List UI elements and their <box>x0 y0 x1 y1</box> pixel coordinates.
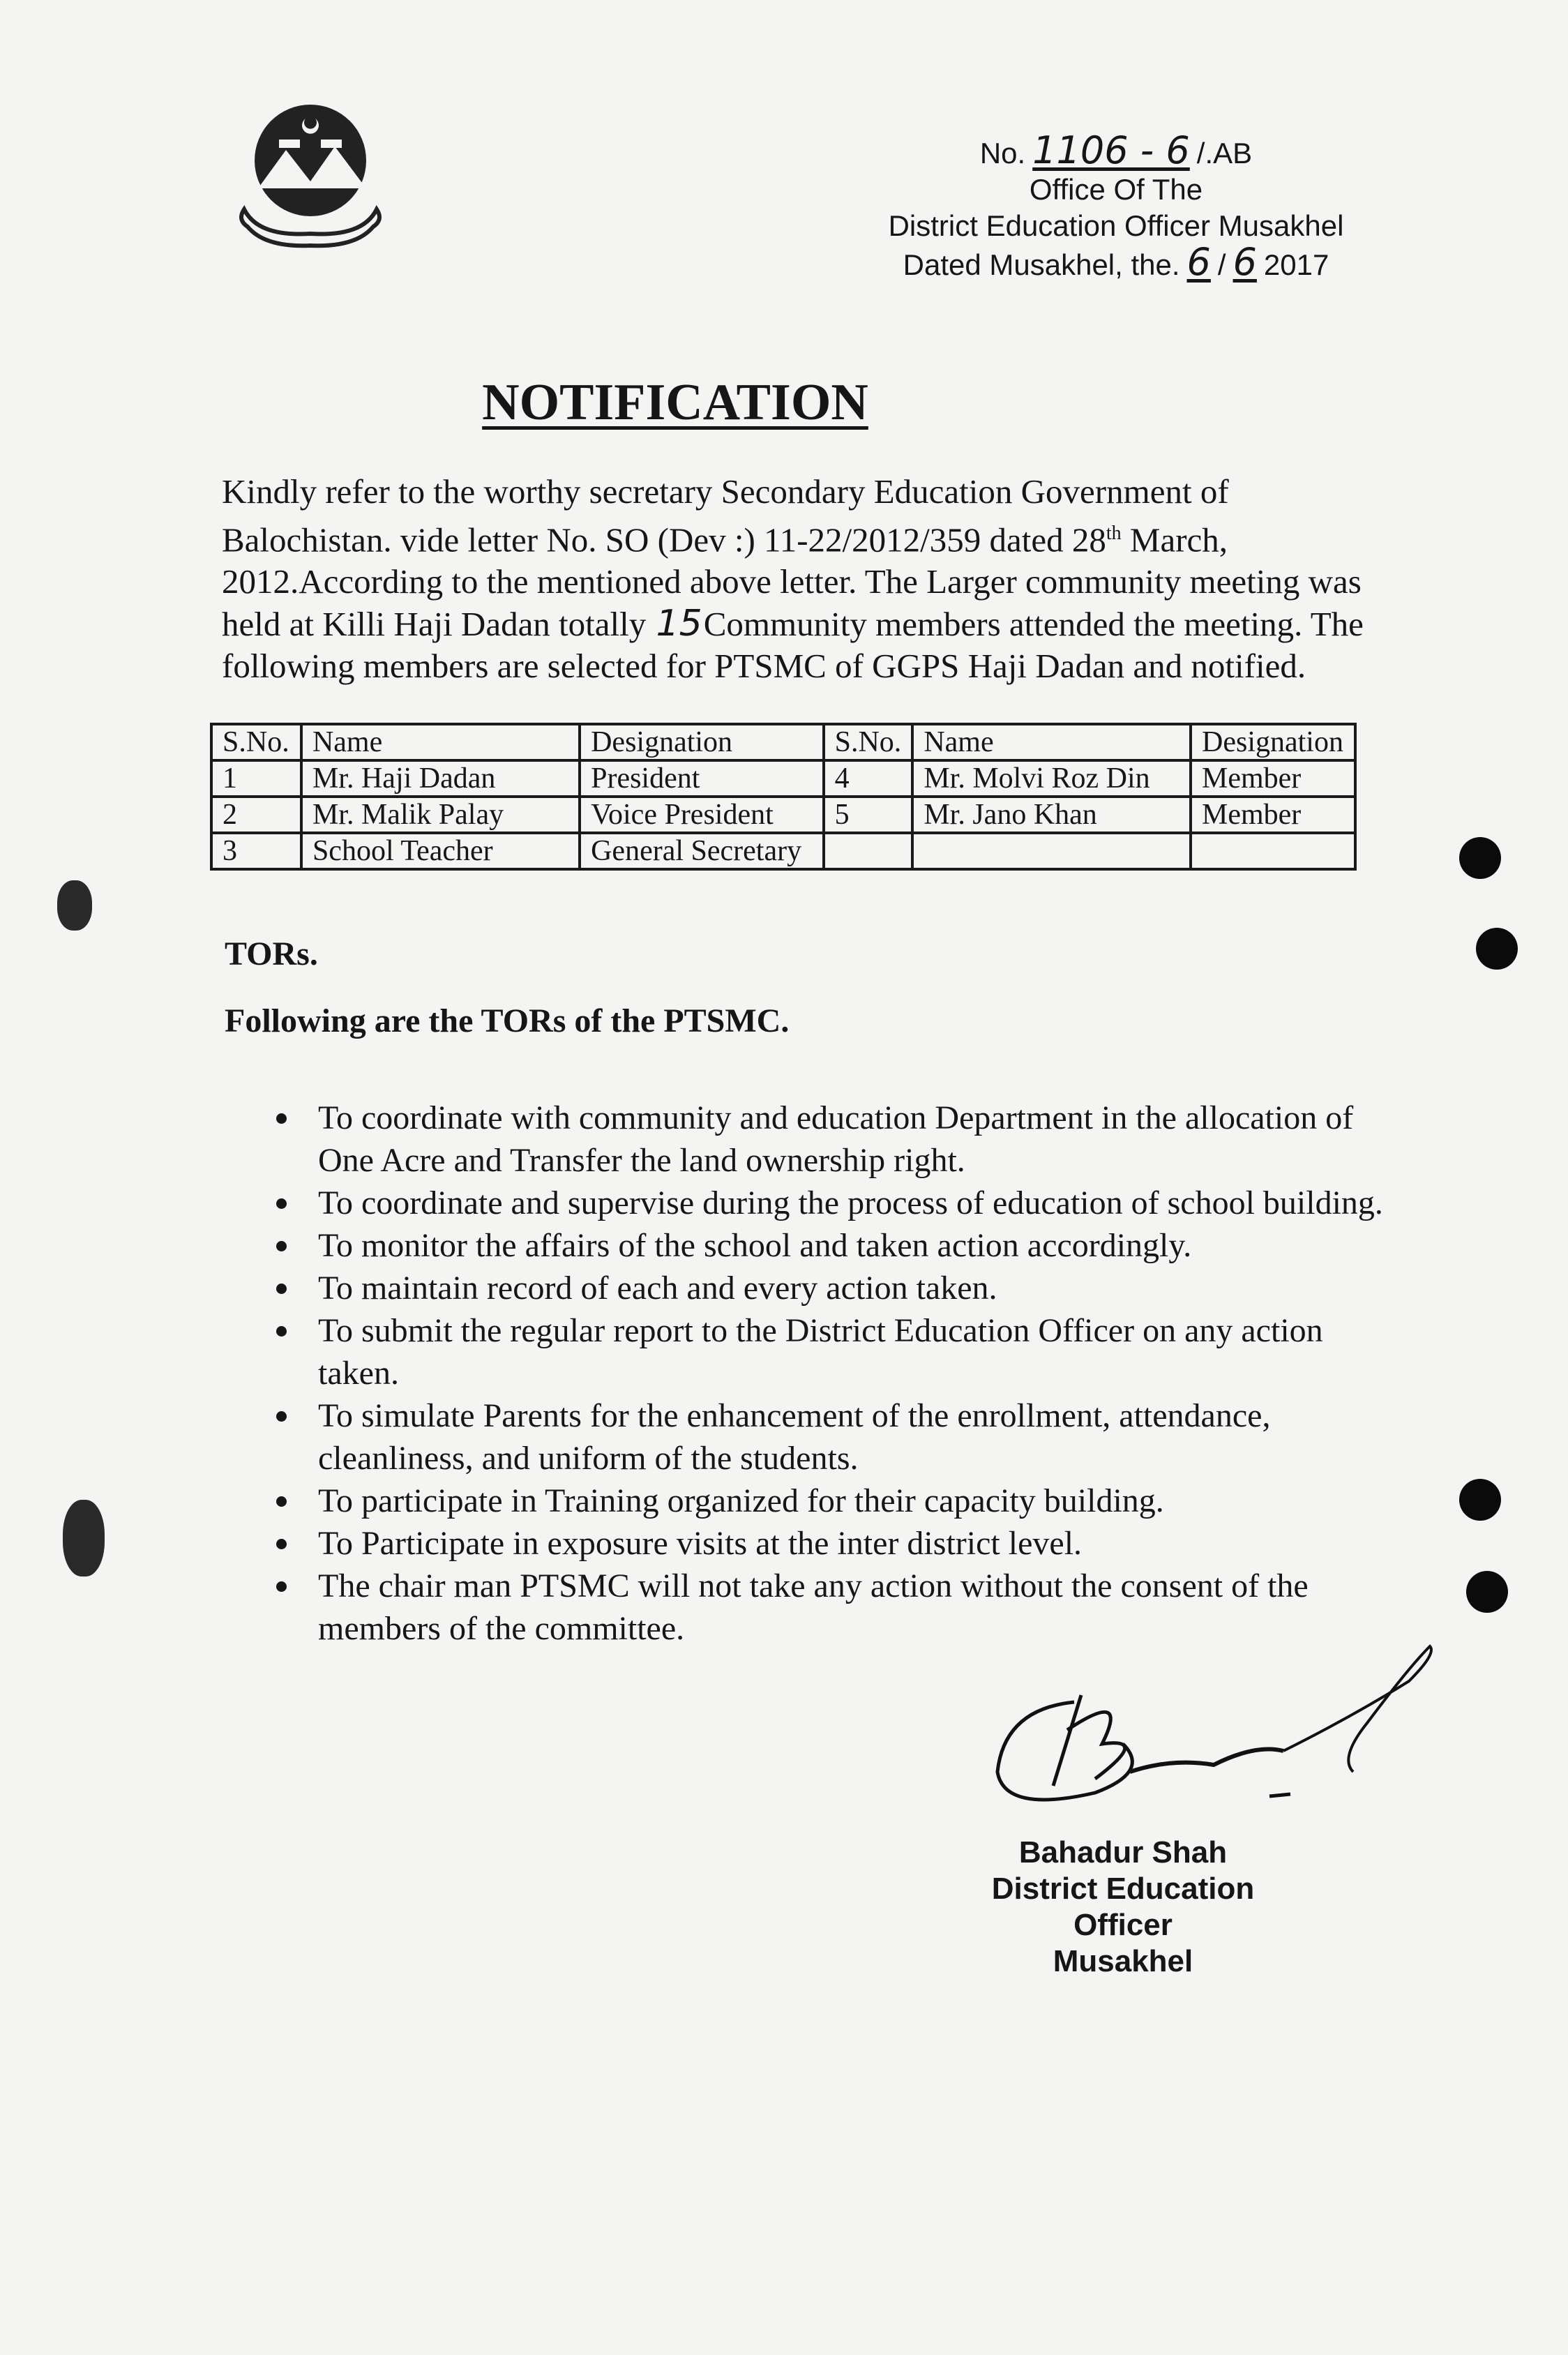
list-item: To simulate Parents for the enhancement of the enrollment, attendance, cleanliness, and uniform of the students. <box>272 1394 1388 1480</box>
table-row <box>211 833 1355 869</box>
table-cell <box>1191 833 1355 869</box>
table-cell: President <box>580 760 824 797</box>
header-cell: Name <box>912 724 1191 760</box>
table-row <box>211 760 1355 797</box>
header-cell: Designation <box>580 724 824 760</box>
header-cell: S.No. <box>824 724 913 760</box>
signatory-designation: District Education Officer <box>991 1872 1255 1942</box>
office-line-1: Office Of The <box>1029 173 1203 206</box>
punch-hole <box>1459 837 1501 879</box>
list-item: The chair man PTSMC will not take any action without the consent of the members of the committee. <box>272 1565 1388 1650</box>
body-text-1: Kindly refer to the worthy secretary Secondary Education Government of Balochistan. vide letter No. SO (Dev :) 11-22/2012/359 dated 28 <box>222 472 1229 559</box>
table-header-row <box>211 724 1355 760</box>
table-cell: General Secretary <box>580 833 824 869</box>
tors-subheading: Following are the TORs of the PTSMC. <box>225 1002 790 1039</box>
tors-heading: TORs. <box>225 935 318 972</box>
header-cell: Name <box>301 724 580 760</box>
punch-hole <box>1459 1479 1501 1521</box>
dated-month: 6 <box>1232 240 1257 284</box>
office-line-2: District Education Officer Musakhel <box>888 209 1344 242</box>
table-cell: 4 <box>824 760 913 797</box>
signatory-location: Musakhel <box>1053 1944 1193 1978</box>
list-item: To participate in Training organized for their capacity building. <box>272 1480 1388 1522</box>
office-header: No. 1106 - 6 /.AB Office Of The District Education Officer Musakhel Dated Musakhel, the. 6 / 6 2017 <box>872 133 1360 283</box>
table-cell: 3 <box>211 833 301 869</box>
signatory-block <box>942 1835 1304 1980</box>
member-count: 15 <box>656 603 702 645</box>
page-title: NOTIFICATION <box>482 374 868 431</box>
table-cell: Mr. Jano Khan <box>912 797 1191 833</box>
reference-suffix: /.AB <box>1196 137 1253 170</box>
table-cell: Mr. Haji Dadan <box>301 760 580 797</box>
list-item: To Participate in exposure visits at the inter district level. <box>272 1522 1388 1565</box>
list-item: To coordinate and supervise during the process of education of school building. <box>272 1182 1388 1224</box>
dated-year: 2017 <box>1263 248 1329 281</box>
torn-hole <box>63 1500 105 1577</box>
table-cell: 1 <box>211 760 301 797</box>
reference-label: No. <box>979 137 1026 170</box>
notification-body <box>222 471 1380 687</box>
punch-hole <box>1476 928 1518 970</box>
tors-list <box>272 1097 1388 1650</box>
table-cell <box>824 833 913 869</box>
list-item: To monitor the affairs of the school and taken action accordingly. <box>272 1224 1388 1267</box>
dated-label: Dated Musakhel, the. <box>903 248 1180 281</box>
table-cell: Member <box>1191 760 1355 797</box>
reference-number: 1106 - 6 <box>1032 128 1190 172</box>
table-cell: 2 <box>211 797 301 833</box>
table-cell: Mr. Malik Palay <box>301 797 580 833</box>
table-cell <box>912 833 1191 869</box>
department-logo <box>230 98 425 251</box>
header-cell: Designation <box>1191 724 1355 760</box>
signatory-name: Bahadur Shah <box>1018 1835 1228 1869</box>
torn-hole <box>57 880 92 931</box>
dated-day: 6 <box>1186 240 1211 284</box>
signature <box>990 1639 1451 1821</box>
header-cell: S.No. <box>211 724 301 760</box>
table-row <box>211 797 1355 833</box>
list-item: To submit the regular report to the District Education Officer on any action taken. <box>272 1309 1388 1394</box>
table-cell: Voice President <box>580 797 824 833</box>
body-text-3: Community members attended the meeting. The following members are selected for PTSMC of GGPS Haji Dadan and notified. <box>222 605 1364 686</box>
list-item: To coordinate with community and education Department in the allocation of One Acre and Transfer the land ownership right. <box>272 1097 1388 1182</box>
list-item: To maintain record of each and every action taken. <box>272 1267 1388 1309</box>
table-cell: School Teacher <box>301 833 580 869</box>
ordinal-suffix: th <box>1106 522 1122 544</box>
table-cell: Member <box>1191 797 1355 833</box>
punch-hole <box>1466 1571 1508 1613</box>
table-cell: Mr. Molvi Roz Din <box>912 760 1191 797</box>
table-cell: 5 <box>824 797 913 833</box>
body-text-2: March, 2012.According to the mentioned above letter. The Larger community meeting was held at Killi Haji Dadan totally <box>222 520 1362 644</box>
members-table <box>210 723 1357 871</box>
